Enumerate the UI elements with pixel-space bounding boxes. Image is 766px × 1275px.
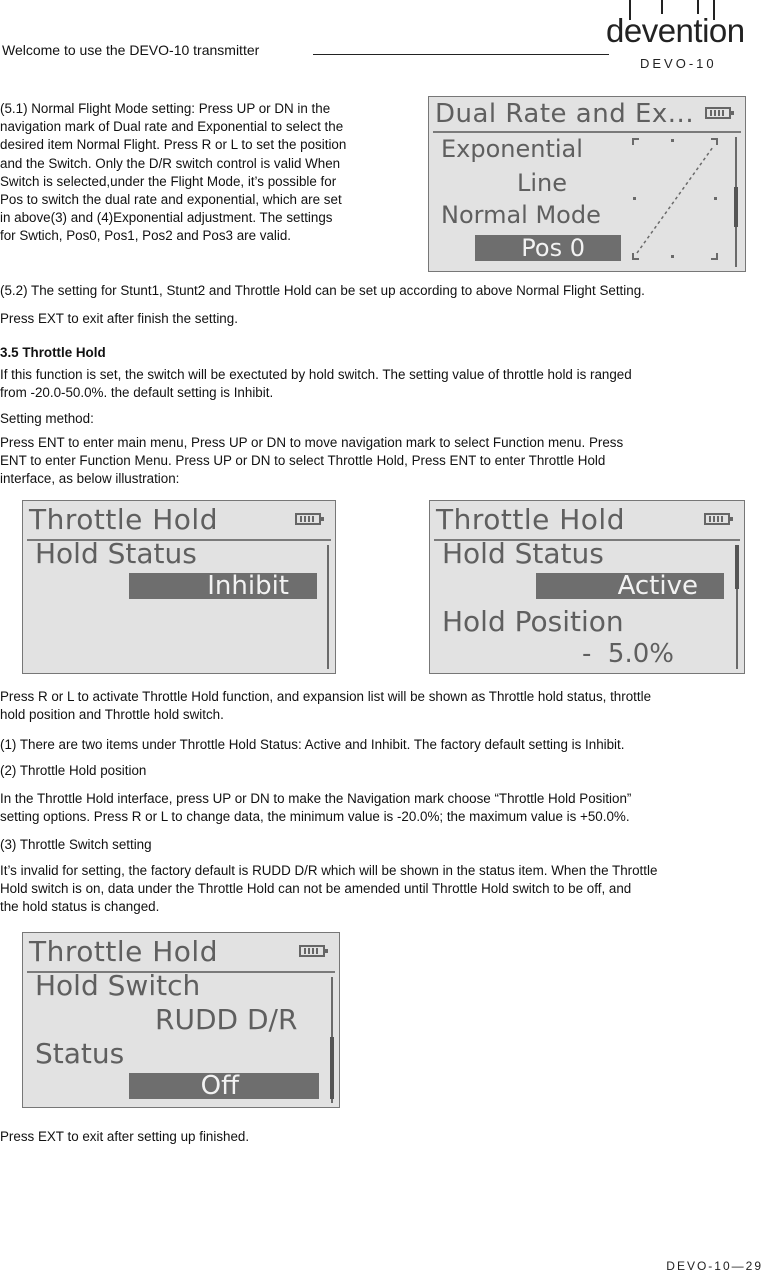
hold-status-value: Inhibit (129, 573, 317, 599)
item-3-heading: (3) Throttle Switch setting (0, 837, 152, 852)
exit-instruction: Press EXT to exit after finish the setting. (0, 311, 238, 326)
page-header-title: Welcome to use the DEVO-10 transmitter (2, 42, 260, 58)
screen-title: Throttle Hold (436, 503, 625, 536)
method-label: Setting method: (0, 411, 94, 426)
scrollbar-thumb (734, 187, 738, 227)
text-line: ENT to enter Function Menu. Press UP or DN to select Throttle Hold, Press ENT to enter Throttle Hold (0, 453, 606, 469)
section-heading: 3.5 Throttle Hold (0, 345, 106, 360)
hold-switch-label: Hold Switch (35, 969, 201, 1002)
battery-icon (295, 513, 321, 525)
text-line: for Swtich, Pos0, Pos1, Pos2 and Pos3 are valid. (0, 228, 292, 244)
hold-status-value: Active (536, 573, 724, 599)
screen-line-line: Line (517, 169, 568, 197)
method-paragraph (0, 434, 766, 489)
scrollbar-thumb (735, 545, 739, 589)
item-2-paragraph (0, 790, 766, 826)
model-name: DEVO-10 (640, 56, 717, 71)
item-2-heading: (2) Throttle Hold position (0, 763, 147, 778)
text-line: hold position and Throttle hold switch. (0, 707, 224, 723)
hold-switch-value: RUDD D/R (155, 1003, 298, 1036)
curve-graph-icon (629, 137, 721, 263)
scrollbar-thumb (330, 1037, 334, 1099)
lcd-screen-throttle-hold-switch (22, 932, 340, 1108)
text-line: If this function is set, the switch will be exectuted by hold switch. The setting value of throttle hold is ranged (0, 367, 632, 382)
title-divider (433, 131, 741, 133)
selected-pos-highlight: Pos 0 (475, 235, 621, 261)
screen-title: Dual Rate and Ex... (435, 99, 695, 129)
text-line: Switch is selected,under the Flight Mode, it’s possible for (0, 173, 337, 189)
item-1: (1) There are two items under Throttle Hold Status: Active and Inhibit. The factory default setting is Inhibit. (0, 737, 625, 752)
lcd-screen-throttle-hold-inhibit (22, 500, 336, 674)
text-line: and the Switch. Only the D/R switch control is valid When (0, 155, 341, 171)
lcd-screen-throttle-hold-active (429, 500, 745, 674)
brand-logo: devention (606, 12, 745, 49)
screen-line-mode: Normal Mode (441, 201, 601, 229)
status-label: Status (35, 1037, 125, 1070)
text-line: Press R or L to activate Throttle Hold function, and expansion list will be shown as Throttle hold status, throttle (0, 689, 652, 704)
text-line: It’s invalid for setting, the factory default is RUDD D/R which will be shown in the status item. When the Throttle (0, 863, 658, 878)
hold-status-label: Hold Status (442, 537, 604, 570)
screen-title: Throttle Hold (29, 503, 218, 536)
text-line: navigation mark of Dual rate and Exponential to select the (0, 119, 344, 135)
text-line: the hold status is changed. (0, 899, 160, 915)
activate-paragraph (0, 688, 766, 724)
item-3-paragraph (0, 862, 766, 917)
lcd-screen-dual-rate (428, 96, 746, 272)
exit-instruction-final: Press EXT to exit after setting up finished. (0, 1129, 250, 1144)
paragraph-5-1 (0, 100, 420, 246)
paragraph-5-2: (5.2) The setting for Stunt1, Stunt2 and Throttle Hold can be set up according to above Normal Flight Setting. (0, 283, 645, 298)
battery-icon (705, 107, 731, 119)
screen-title: Throttle Hold (29, 935, 218, 968)
battery-icon (704, 513, 730, 525)
page-number: DEVO-10—29 (666, 1259, 763, 1273)
text-line: Pos to switch the dual rate and exponential, which are set (0, 192, 342, 208)
text-line: in above(3) and (4)Exponential adjustment. The settings (0, 210, 333, 226)
text-line: interface, as below illustration: (0, 471, 180, 487)
scrollbar (327, 545, 329, 669)
hold-status-label: Hold Status (35, 537, 197, 570)
text-line: setting options. Press R or L to change data, the minimum value is -20.0%; the maximum value is +50.0%. (0, 809, 630, 825)
text-line: Hold switch is on, data under the Throttle Hold can not be amended until Throttle Hold switch to be off, and (0, 881, 632, 897)
header-rule (313, 54, 609, 55)
text-line: (5.1) Normal Flight Mode setting: Press UP or DN in the (0, 101, 331, 116)
intro-paragraph (0, 366, 766, 402)
hold-position-label: Hold Position (442, 605, 624, 638)
hold-position-value: - 5.0% (582, 639, 674, 669)
text-line: from -20.0-50.0%. the default setting is Inhibit. (0, 385, 274, 401)
text-line: desired item Normal Flight. Press R or L to set the position (0, 137, 347, 153)
status-value: Off (129, 1073, 319, 1099)
battery-icon (299, 945, 325, 957)
text-line: In the Throttle Hold interface, press UP or DN to make the Navigation mark choose “Throttle Hold Position” (0, 791, 632, 806)
screen-line-exponential: Exponential (441, 135, 583, 163)
text-line: Press ENT to enter main menu, Press UP or DN to move navigation mark to select Function menu. Press (0, 435, 624, 450)
